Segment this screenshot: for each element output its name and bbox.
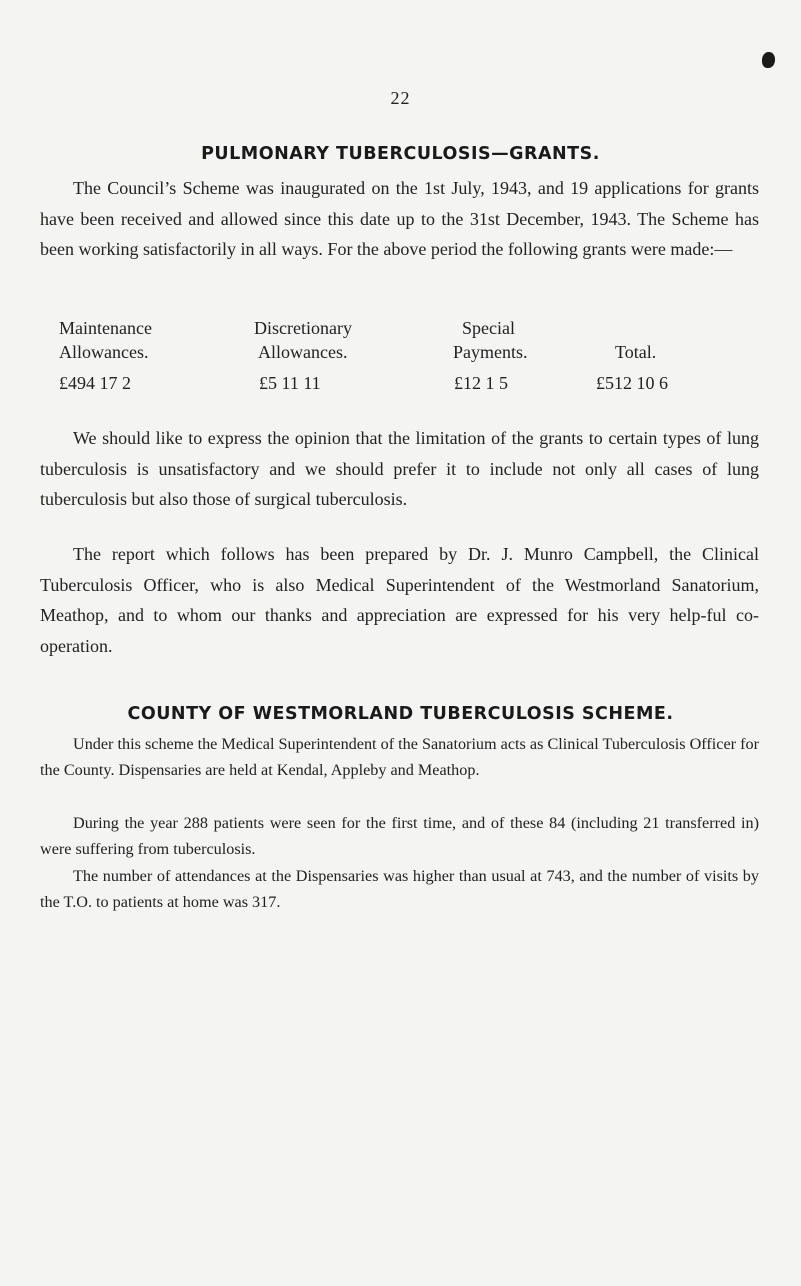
grants-header-special-line1: Special — [462, 318, 515, 338]
opinion-paragraph: We should like to express the opinion that the limitation of the grants to certain types of lung tuberculosis is unsatisfactory and we should prefer it to include not only all cases of lung tuberculosis but also those of surgical tuberculosis. — [40, 428, 759, 509]
scheme-paragraph-3: The number of attendances at the Dispensaries was higher than usual at 743, and the number of visits by the T.O. to patients at home was 317. — [40, 867, 759, 911]
grants-header-special-line2: Payments. — [453, 342, 528, 362]
scheme-paragraph-2: During the year 288 patients were seen for the first time, and of these 84 (including 21 transferred in) were suffering from tuberculosis. — [40, 814, 759, 858]
grants-header-discretionary-line1: Discretionary — [254, 318, 352, 338]
page-number: 22 — [390, 88, 411, 108]
report-paragraph: The report which follows has been prepared by Dr. J. Munro Campbell, the Clinical Tuberculosis Officer, who is also Medical Superintendent of the Westmorland Sanatorium, Meathop, and to whom our thanks and appreciation are expressed for his very help-ful co-operation. — [40, 544, 759, 656]
section-heading-grants: PULMONARY TUBERCULOSIS—GRANTS. — [201, 144, 600, 164]
section-heading-scheme: COUNTY OF WESTMORLAND TUBERCULOSIS SCHEME. — [127, 704, 674, 724]
grants-header-discretionary-line2: Allowances. — [258, 342, 348, 362]
scheme-paragraph-1: Under this scheme the Medical Superintendent of the Sanatorium acts as Clinical Tuberculosis Officer for the County. Dispensaries are held at Kendal, Appleby and Meathop. — [40, 735, 759, 779]
ink-blot — [762, 52, 775, 68]
grants-header-maintenance-line2: Allowances. — [59, 342, 149, 362]
grants-header-maintenance-line1: Maintenance — [59, 318, 152, 338]
grants-header-total: Total. — [615, 342, 657, 362]
grants-value-discretionary: £5 11 11 — [259, 373, 321, 393]
intro-paragraph: The Council’s Scheme was inaugurated on the 1st July, 1943, and 19 applications for grants have been received and allowed since this date up to the 31st December, 1943. The Scheme has been working satisfactorily in all ways. For the above period the following grants were made:— — [40, 178, 759, 259]
grants-value-maintenance: £494 17 2 — [59, 373, 131, 393]
grants-value-total: £512 10 6 — [596, 373, 668, 393]
grants-value-special: £12 1 5 — [454, 373, 508, 393]
